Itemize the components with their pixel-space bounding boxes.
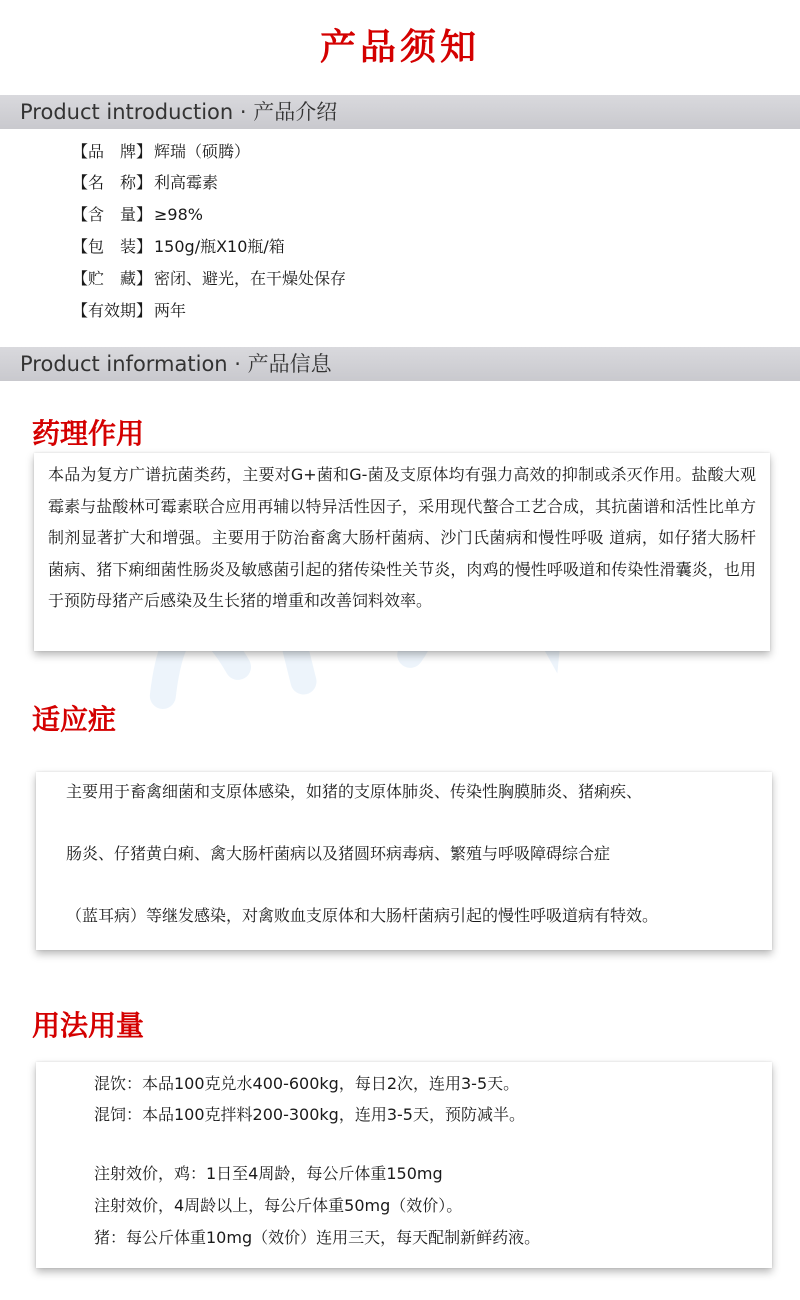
pharmacology-card (34, 453, 770, 651)
field-value: 密闭、避光，在干燥处保存 (154, 269, 347, 288)
field-content (72, 201, 203, 229)
dosage-line: 混饲：本品100克拌料200-300kg，连用3-5天，预防减半。 (94, 1105, 525, 1124)
dosage-line: 注射效价，4周龄以上，每公斤体重50mg（效价）。 (94, 1196, 463, 1215)
indications-line: 主要用于畜禽细菌和支原体感染，如猪的支原体肺炎、传染性胸膜肺炎、猪痢疾、 (66, 782, 643, 801)
field-label: 【有效期】 (72, 301, 153, 320)
field-shelf-life (72, 297, 186, 325)
pharmacology-heading: 药理作用 (32, 417, 145, 450)
field-value: 两年 (154, 301, 187, 320)
dosage-heading: 用法用量 (32, 1009, 145, 1042)
product-introduction-header: Product introduction · 产品介绍 (0, 95, 800, 129)
field-value: 利高霉素 (154, 173, 219, 192)
field-storage (72, 265, 346, 293)
field-value: 辉瑞（硕腾） (154, 142, 251, 161)
product-information-header: Product information · 产品信息 (0, 347, 800, 381)
pharmacology-text: 本品为复方广谱抗菌类药，主要对G+菌和G-菌及支原体均有强力高效的抑制或杀灭作用。盐酸大观霉素与盐酸林可霉素联合应用再辅以特异活性因子，采用现代螯合工艺合成，其抗菌谱和活性比单方制剂显著扩大和增强。主要用于防治畜禽大肠杆菌病、沙门氏菌病和慢性呼吸 道病，如仔猪大肠杆菌病、猪下痢细菌性肠炎及敏感菌引起的猪传染性关节炎，肉鸡的慢性呼吸道和传染性滑囊炎，也用于预防母猪产后感染及生长猪的增重和改善饲料效率。 (48, 465, 756, 610)
field-value: 150g/瓶X10瓶/箱 (154, 237, 285, 256)
indications-card (36, 772, 772, 950)
field-label: 【品 牌】 (72, 142, 153, 161)
dosage-line: 猪：每公斤体重10mg（效价）连用三天，每天配制新鲜药液。 (94, 1228, 541, 1247)
indications-line: 肠炎、仔猪黄白痢、禽大肠杆菌病以及猪圆环病毒病、繁殖与呼吸障碍综合症 (66, 844, 611, 863)
field-label: 【名 称】 (72, 173, 153, 192)
page-title: 产品须知 (319, 27, 480, 68)
field-label: 【贮 藏】 (72, 269, 153, 288)
field-brand (72, 138, 250, 166)
field-packaging (72, 233, 285, 261)
dosage-line: 注射效价，鸡：1日至4周龄，每公斤体重150mg (94, 1164, 443, 1183)
indications-heading: 适应症 (32, 703, 117, 736)
field-value: ≥98% (154, 205, 203, 224)
field-label: 【包 装】 (72, 237, 153, 256)
dosage-line: 混饮：本品100克兑水400-600kg，每日2次，连用3-5天。 (94, 1074, 520, 1093)
indications-line: （蓝耳病）等继发感染，对禽败血支原体和大肠杆菌病引起的慢性呼吸道病有特效。 (66, 906, 659, 925)
field-label: 【含 量】 (72, 205, 153, 224)
dosage-card (36, 1062, 772, 1268)
field-name (72, 169, 218, 197)
